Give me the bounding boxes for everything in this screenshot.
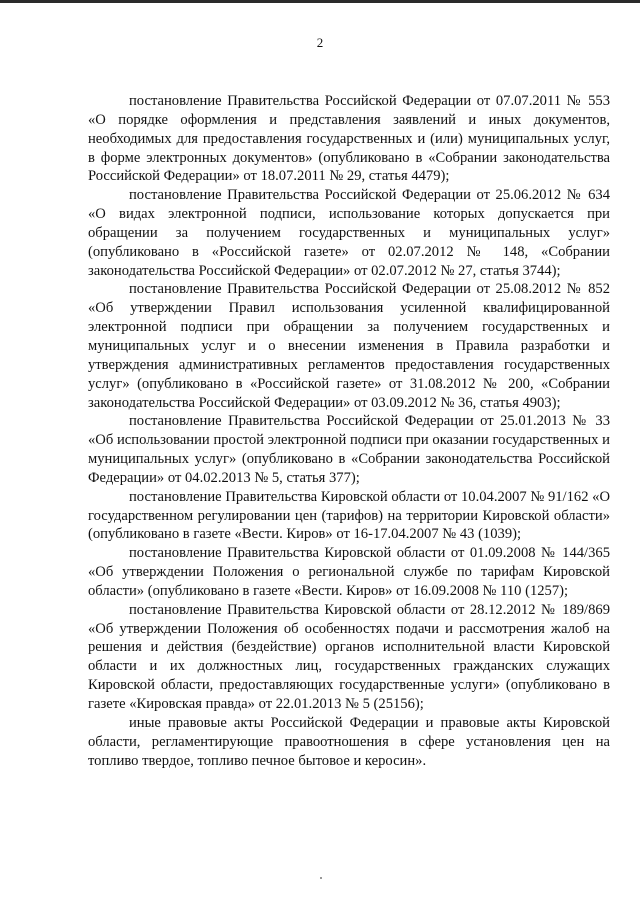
legal-act-paragraph-2: постановление Правительства Российской Федерации от 25.06.2012 № 634 «О видах электронной подписи, использование которых допускается при обращении за получением государственных и муниципальных услуг» (опубликовано в «Российской газете» от 02.07.2012 № 148, «Собрании законодательства Российской Федерации» от 02.07.2012 № 27, статья 3744); [88,187,610,279]
legal-act-paragraph-3: постановление Правительства Российской Федерации от 25.08.2012 № 852 «Об утверждении Правил использования усиленной квалифицированной электронной подписи при обращении за получением государственных и муниципальных услуг и о внесении изменения в Правила разработки и утверждения административных регламентов предоставления государственных услуг» (опубликовано в «Российской газете» от 31.08.2012 № 200, «Собрании законодательства Российской Федерации» от 03.09.2012 № 36, статья 4903); [88,281,610,411]
legal-act-paragraph-8: иные правовые акты Российской Федерации и правовые акты Кировской области, регламентирующие правоотношения в сфере установления цен на топливо твердое, топливо печное бытовое и керосин». [88,714,610,769]
legal-act-paragraph-4: постановление Правительства Российской Федерации от 25.01.2013 № 33 «Об использовании простой электронной подписи при оказании государственных и муниципальных услуг» (опубликовано в «Собрании законодательства Российской Федерации» от 04.02.2013 № 5, статья 377); [88,413,610,486]
legal-act-paragraph-6: постановление Правительства Кировской области от 01.09.2008 № 144/365 «Об утверждении Положения о региональной службе по тарифам Кировской области» (опубликовано в газете «Вести. Киров» от 16.09.2008 № 110 (1257); [88,545,610,599]
top-scan-border [0,0,640,3]
page-number: 2 [316,35,324,50]
document-body [88,92,610,770]
legal-act-paragraph-5: постановление Правительства Кировской области от 10.04.2007 № 91/162 «О государственном регулировании цен (тарифов) на территории Кировской области» (опубликовано в газете «Вести. Киров» от 16-17.04.2007 № 43 (1039); [88,488,610,543]
legal-act-paragraph-1: постановление Правительства Российской Федерации от 07.07.2011 № 553 «О порядке оформления и представления заявлений и иных документов, необходимых для предоставления государственных и (или) муниципальных услуг, в форме электронных документов» (опубликовано в «Собрании законодательства Российской Федерации» от 18.07.2011 № 29, статья 4479); [88,93,610,185]
scan-dot [320,877,322,879]
legal-act-paragraph-7: постановление Правительства Кировской области от 28.12.2012 № 189/869 «Об утверждении Положения об особенностях подачи и рассмотрения жалоб на решения и действия (бездействие) органов исполнительной власти Кировской области и их должностных лиц, государственных гражданских служащих Кировской области, предоставляющих государственные услуги» (опубликовано в газете «Кировская правда» от 22.01.2013 № 5 (25156); [88,601,610,712]
